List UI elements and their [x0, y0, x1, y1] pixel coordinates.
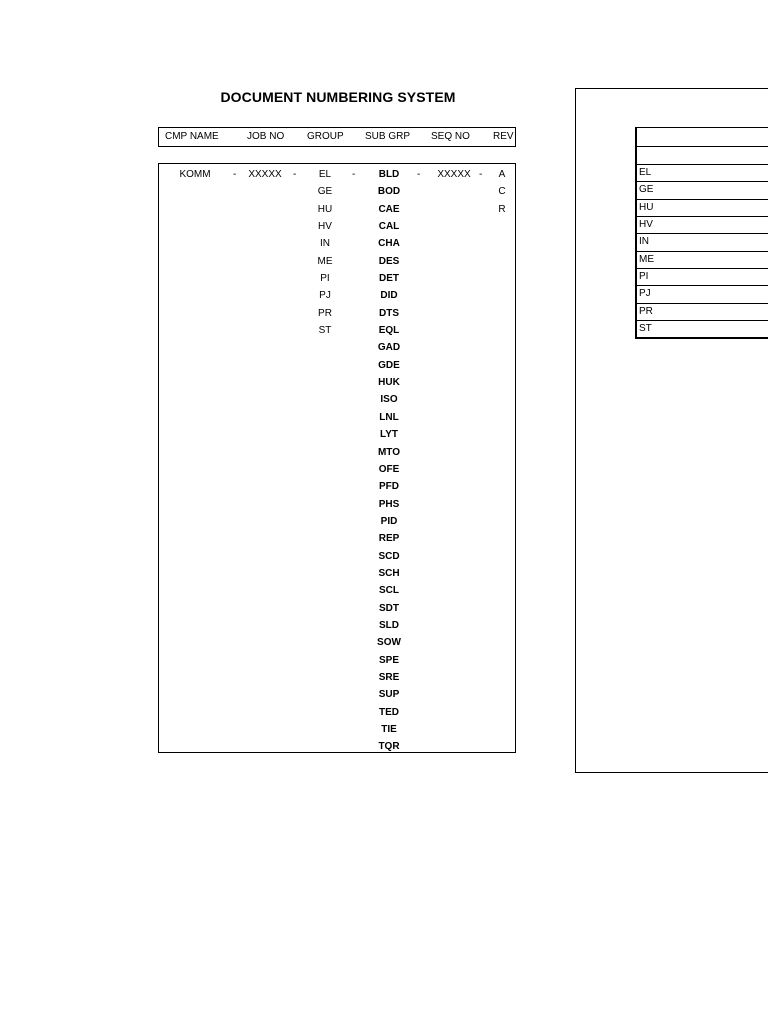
group-column [307, 166, 343, 339]
sub-group-code: HUK [378, 377, 400, 389]
side-group-table [635, 127, 768, 339]
side-group-cell: IN [637, 234, 768, 251]
side-table-blank-row [637, 147, 768, 165]
sub-group-code: SOW [377, 637, 401, 649]
sub-group-code: BLD [378, 169, 400, 180]
sub-group-code: TIE [381, 724, 397, 735]
header-cmp-name: CMP NAME [165, 131, 219, 142]
sub-group-code: LNL [379, 411, 399, 423]
seq-no-column [431, 166, 477, 183]
header-seq-no: SEQ NO [431, 131, 470, 142]
sub-group-code: CAL [378, 221, 400, 233]
job-no-value: XXXXX [248, 169, 282, 180]
group-code: HU [317, 203, 333, 215]
sub-group-code: CHA [378, 238, 400, 250]
sub-group-code: SRE [378, 671, 400, 683]
cmp-name-column [175, 166, 215, 183]
sub-group-code: BOD [377, 186, 401, 198]
sub-group-code: DTS [379, 307, 399, 319]
sub-group-code: TQR [378, 741, 400, 753]
sub-group-code: SCH [378, 567, 400, 579]
side-table-blank-row [637, 128, 768, 147]
sub-group-code: CAE [378, 203, 400, 215]
sub-group-code: PHS [378, 498, 400, 510]
header-job-no: JOB NO [247, 131, 285, 142]
side-group-cell: HU [637, 200, 768, 217]
side-group-cell: PR [637, 304, 768, 321]
revision-code: A [498, 169, 506, 180]
group-code: HV [318, 221, 332, 233]
group-code: PJ [319, 290, 331, 302]
sub-group-code: SDT [379, 602, 399, 614]
sub-group-code: DES [378, 255, 400, 267]
header-row [158, 127, 516, 147]
separator: - [417, 169, 421, 180]
sub-group-code: MTO [377, 446, 401, 458]
group-code: ME [317, 255, 333, 267]
revision-code: C [498, 186, 506, 198]
separator: - [293, 169, 297, 180]
header-sub-grp: SUB GRP [365, 131, 411, 142]
side-group-cell: EL [637, 165, 768, 182]
sub-group-code: SUP [378, 689, 400, 701]
rev-column [495, 166, 509, 218]
group-code: EL [318, 169, 332, 180]
sub-group-code: EQL [378, 325, 400, 337]
sub-group-code: TED [379, 706, 399, 718]
sub-group-code: ISO [380, 394, 398, 406]
side-group-cell: GE [637, 182, 768, 199]
separator: - [479, 169, 483, 180]
group-code: PI [320, 273, 330, 285]
revision-code: R [498, 203, 506, 215]
group-code: PR [318, 307, 332, 319]
side-group-cell: PI [637, 269, 768, 286]
group-code: GE [317, 186, 333, 198]
sub-group-code: LYT [380, 429, 398, 441]
sub-group-code: SPE [378, 654, 399, 666]
sub-group-code: REP [378, 533, 400, 545]
sub-group-code: SCL [379, 585, 399, 597]
group-code: ST [318, 325, 332, 337]
sub-group-code: SCD [378, 550, 400, 562]
sub-group-code: GAD [377, 342, 401, 354]
side-group-cell: ST [639, 323, 652, 335]
sub-group-code: DET [379, 273, 399, 285]
job-no-column [245, 166, 285, 183]
sub-group-column [369, 166, 409, 756]
side-group-cell: ME [637, 252, 768, 269]
sub-group-code: PID [380, 515, 398, 527]
sub-group-code: OFE [378, 463, 400, 475]
separator: - [233, 169, 237, 180]
separator: - [352, 169, 356, 180]
group-code: IN [320, 238, 330, 250]
sub-group-code: DID [380, 290, 398, 302]
sub-group-code: SLD [379, 619, 399, 631]
sub-group-code: GDE [378, 359, 400, 371]
sub-group-code: PFD [379, 481, 399, 493]
page-title: DOCUMENT NUMBERING SYSTEM [220, 89, 456, 105]
header-rev: REV [493, 131, 514, 142]
side-group-cell: HV [637, 217, 768, 234]
numbering-table [158, 163, 516, 753]
cmp-name-value: KOMM [179, 169, 211, 180]
header-group: GROUP [307, 131, 344, 142]
side-group-cell: PJ [637, 286, 768, 303]
seq-no-value: XXXXX [437, 169, 471, 180]
